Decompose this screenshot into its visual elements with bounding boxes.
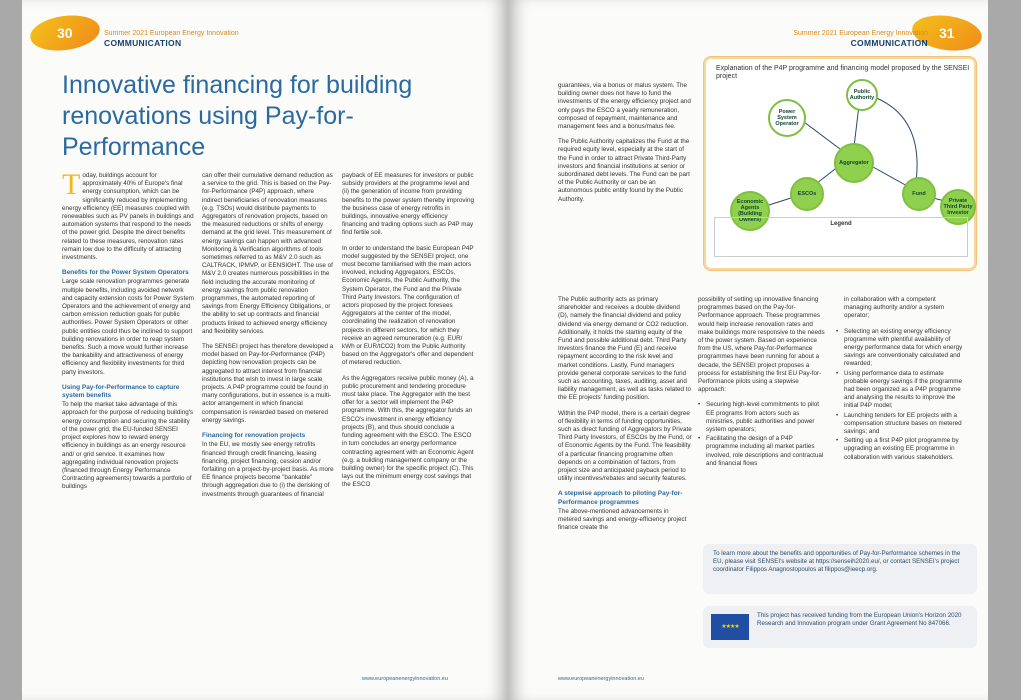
paragraph: The above-mentioned advancements in metered savings and energy-efficiency project finance create the [558, 507, 687, 532]
column-1-top [558, 82, 692, 211]
running-header [793, 30, 928, 48]
website-url: www.europeanenergyinnovation.eu [558, 676, 644, 682]
paragraph: As the Aggregators receive public money (A), a public procurement and tendering procedure must take place. The Aggregator with the best offer for a sector will implement the P4P programme. With this, the aggregator funds an ESCO's investment in energy efficiency projects (B), and thus should conclude a funding agreement with the ESCO. The ESCO in turn concludes an energy performance contracting agreement with an Economic Agent (e.g. a building management company or the building owner) for the specific project (C). This lays out the minimum energy cost savings that the ESCO [342, 374, 474, 489]
paragraph: guarantees, via a bonus or malus system. The building owner does not have to fund the investments of the energy efficiency project and only pays the ESCO a yearly remuneration, composed of repayment, maintenance and management fees and a bonus/malus fee. [558, 82, 691, 131]
legend-title: Legend [830, 221, 852, 227]
column-2 [202, 172, 334, 506]
paragraph: The SENSEI project has therefore developed a model based on Pay-for-Performance (P4P) depicting how renovation projects can be aggregated to attract interest from financial institutions that wish to invest in large scale projects. A P4P programme could be found in many configurations, but in essence is a multi-actor arrangement in which financial compensation is rewarded based on metered energy savings. [202, 343, 334, 424]
column-3 [836, 296, 964, 463]
right-page [508, 0, 988, 700]
page-number-badge [28, 11, 102, 54]
paragraph: The Public Authority capitalizes the Fund at the required equity level, especially at the start of the Fund in order to attract Private Third-Party investors and financial institutions at senior or subordinated debt levels. The Fund can be part of the Public Authority or can be an autonomous public entity found by the Public Authority. [558, 138, 690, 203]
section-label: COMMUNICATION [850, 38, 928, 48]
paragraph: In order to understand the basic European P4P model suggested by the SENSEI project, one must become familiarised with the main actors involved, including Aggregators, ESCOs, Economic Agents, the Public Authority, the System Operator, the Fund and the Private Third Party Investors. The configuration of actors proposed by the project foresees Aggregators at the center of the model, coordinating the realization of renovation projects in different sectors, for which they receive an agreed remuneration (e.g. EUR/ kWh or EUR/tCO2) from the Public Authority based on the Aggregator's offer and dependent of metered reduction. [342, 244, 474, 367]
website-url: www.europeanenergyinnovation.eu [362, 676, 448, 682]
list-item: • Launching tenders for EE projects with a compensation structure bases on metered savings; and [836, 412, 964, 437]
node-aggregator: Aggregator [834, 143, 874, 183]
column-2 [698, 296, 826, 469]
eu-funding-box [703, 606, 977, 648]
subheading: Using Pay-for-Performance to capture system benefits [62, 383, 180, 400]
paragraph: Large scale renovation programmes generate multiple benefits, including avoided network and capacity extension costs for Power System Operators and the achievement of energy and carbon emission reduction goals for public authorities. Power System Operators or other public entities could thus be inclined to support building renovations in order to reap system benefits. Such a move would further increase the bankability and attractiveness of energy efficiency and flexibility investments for third party investors. [62, 278, 194, 376]
paragraph: payback of EE measures for investors or public subsidy providers at the programme level and (ii) the generation of income from providing benefits to the power system thereby improving the business case of energy retrofits in buildings, innovative energy efficiency financing and trading options such as P4P may find fertile soil. [342, 172, 474, 237]
paragraph: Within the P4P model, there is a certain degree of flexibility in terms of funding opportunities, such as direct funding of Aggregators by Private Third Party Investors, of ESCOs by the Fund, or of Economic Agents by the Fund. The feasibility of a particular financing programme often depends on a combination of factors, from project size and anticipated payback period to utility incentives/rebates and security features. [558, 409, 692, 483]
drop-cap: T [62, 168, 81, 201]
list-item: • Setting up a first P4P pilot programme by upgrading an existing EE programme in collaboration with various stakeholders. [836, 437, 964, 462]
steps-list [698, 401, 826, 468]
paragraph: In the EU, we mostly see energy retrofits financed through credit financing, leasing financing, project financing, cession and/or forfaiting on a project-by-project basis. As more EE finance projects become "bankable" through aggregation due to (i) the derisking of investments through guarantees of financial [202, 441, 334, 498]
column-1-bottom [558, 296, 692, 539]
eu-flag-icon: ★★★★ [711, 614, 749, 640]
node-economic-agents: Economic Agents (Building Owners) [730, 191, 770, 231]
issue-label: Summer 2021 European Energy Innovation [104, 30, 239, 37]
running-header [104, 30, 239, 48]
paragraph: The Public authority acts as primary shareholder and receives a double dividend (D), namely the financial dividend and policy dividend via energy demand or CO2 reduction. Additionally, it holds the starting equity of the Fund and possible additional debt. Third Party Investors finance the Fund (E) and receive repayment according to the risk level and market conditions. Lastly, Fund managers provide general corporate services to the fund such as accounting, taxes, auditing, asset and liability management, as well as tasks related to the EE projects' funding position. [558, 296, 691, 402]
intro-paragraph: oday, buildings account for approximately 40% of Europe's final energy consumption, which can be significantly reduced by implementing energy efficiency (EE) measures coupled with renewables such as PV panels in buildings and automation systems that respond to the needs of the power grid. Despite the direct benefits related to these measures, renovation rates remain low due to the difficulty of attracting investments. [62, 172, 194, 262]
node-power-system-operator: Power System Operator [768, 99, 806, 137]
section-label: COMMUNICATION [104, 38, 182, 48]
column-1 [62, 168, 194, 499]
node-public-authority: Public Authority [846, 79, 878, 111]
subheading: Financing for renovation projects [202, 432, 306, 440]
info-box: To learn more about the benefits and opportunities of Pay-for-Performance schemes in the EU, please visit SENSEI's website at https://senseih2020.eu/, or contact SENSEI's project coordinator Filippos Anagnostopoulos at filippos@ieecp.org. [703, 544, 977, 594]
diagram-legend [714, 217, 968, 257]
list-item: • Selecting an existing energy efficiency programme with plentiful availability of energy performance data for which energy savings are conventionally calculated and rewarded; [836, 328, 964, 369]
subheading: A stepwise approach to piloting Pay-for-Performance programmes [558, 490, 683, 506]
node-private-investor: Private Third Party Investor [940, 189, 976, 225]
issue-label: Summer 2021 European Energy Innovation [793, 30, 928, 37]
subheading: Benefits for the Power System Operators [62, 269, 189, 277]
page-number: 31 [939, 24, 955, 41]
paragraph: can offer their cumulative demand reduction as a service to the grid. This is based on the Pay-for-Performance (P4P) approach, where indirect beneficiaries of renovation measures (e.g. TSOs) would distribute payments to Aggregators of renovation projects, based on the measured reductions or shifts of energy demand at the grid level. This measurement of energy savings can happen with advanced Monitoring & Verification algorithms of tools sometimes referred to as M&V 2.0 such as CALTRACK, IPMVP, or EENSIGHT. The use of M&V 2.0 creates numerous possibilities in the field including the accurate monitoring of energy savings from public renovation programmes, the automated reporting of savings from Energy Efficiency Obligations, or the ability to set up contracts and financial products linked to achieved energy efficiency and flexibility services. [202, 172, 333, 335]
list-item: • Using performance data to estimate probable energy savings if the programme had been organized as a P4P programme and analysing the results to improve the initial P4P model; [836, 370, 964, 411]
list-item: • Facilitating the design of a P4P programme including all market parties involved, role descriptions and contractual and financial flows [698, 435, 826, 468]
p4p-diagram [703, 56, 977, 271]
column-3 [342, 172, 474, 497]
eu-funding-text: This project has received funding from the European Union's Horizon 2020 Research and Innovation program under Grant Agreement No 847066. [757, 612, 962, 627]
steps-list [836, 328, 964, 462]
list-item: • Securing high-level commitments to pilot EE programs from actors such as ministries, public authorities and power system operators; [698, 401, 826, 434]
paragraph: in collaboration with a competent managing authority and/or a system operator; [844, 296, 945, 320]
page-number: 30 [57, 25, 73, 42]
article-title: Innovative financing for building renovations using Pay-for-Performance [62, 71, 413, 161]
paragraph: possibility of setting up innovative financing programmes based on the Pay-for-Performance approach. These programmes would help increase renovation rates and make buildings more responsive to the needs of the power system. Based on experience from the US, where Pay-for-Performance programmes have been running for about a decade, the SENSEI project proposes a process for establishing the first EU Pay-for-Performance pilots using a stepwise approach: [698, 296, 825, 394]
left-page [22, 0, 508, 700]
diagram-title: Explanation of the P4P programme and financing model proposed by the SENSEI project [716, 65, 970, 80]
node-fund: Fund [902, 177, 936, 211]
node-escos: ESCOs [790, 177, 824, 211]
paragraph: To help the market take advantage of this approach for the purpose of reducing building's energy consumption and securing the stability of the power grid, the EU-funded SENSEI project explores how to reward energy efficiency in buildings as an energy resource and/ or grid service. It examines how aggregating individual renovation projects (financed through Energy Performance Contracting agreements) towards a portfolio of buildings [62, 401, 194, 491]
